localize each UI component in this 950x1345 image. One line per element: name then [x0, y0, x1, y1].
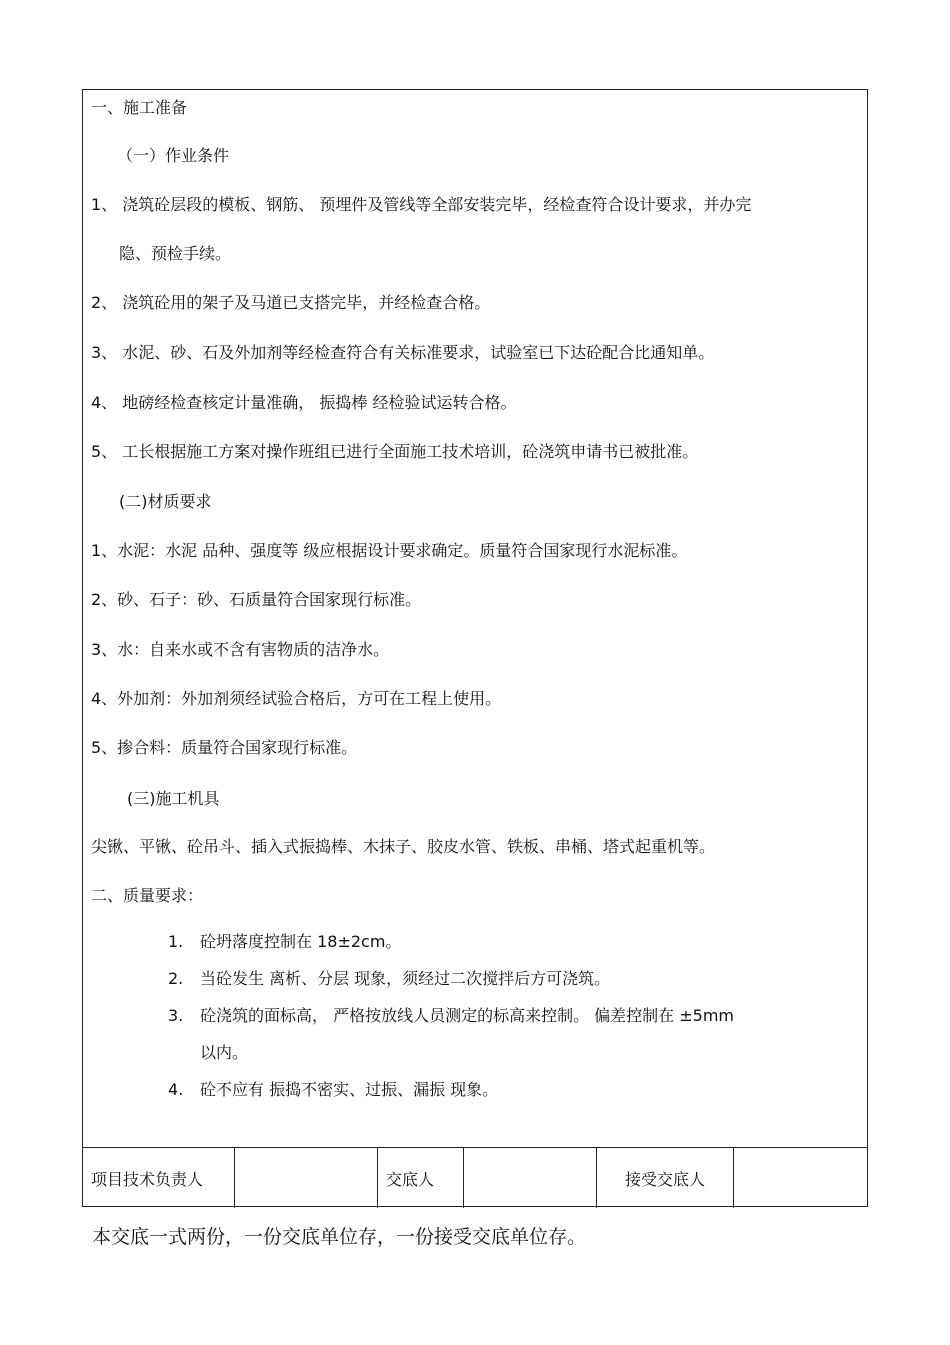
material-3: 3、水：自来水或不含有害物质的洁净水。 [91, 640, 390, 659]
presenter-label: 交底人 [378, 1148, 464, 1208]
list-number: 3. [168, 1006, 184, 1025]
list-number: 2. [168, 969, 184, 988]
list-text: 当砼发生 离析、分层 现象，须经过二次搅拌后方可浇筑。 [200, 969, 611, 988]
signature-row [83, 1147, 867, 1208]
condition-3: 3、 水泥、砂、石及外加剂等经检查符合有关标准要求，试验室已下达砼配合比通知单。 [91, 343, 715, 362]
receiver-label: 接受交底人 [597, 1148, 734, 1208]
footnote: 本交底一式两份，一份交底单位存，一份接受交底单位存。 [92, 1226, 587, 1248]
subheading-work-conditions: （一）作业条件 [117, 146, 230, 165]
condition-4: 4、 地磅经检查核定计量准确， 振捣棒 经检验试运转合格。 [91, 393, 517, 412]
material-2: 2、砂、石子：砂、石质量符合国家现行标准。 [91, 590, 422, 609]
quality-item-3-continued: 以内。 [200, 1043, 249, 1062]
condition-1-continued: 隐、预检手续。 [119, 244, 232, 263]
material-1: 1、水泥：水泥 品种、强度等 级应根据设计要求确定。质量符合国家现行水泥标准。 [91, 541, 688, 560]
section-heading-preparation: 一、施工准备 [91, 98, 188, 117]
condition-1: 1、 浇筑砼层段的模板、钢筋、 预埋件及管线等全部安装完毕，经检查符合设计要求，并办完 [91, 195, 752, 214]
tools-list: 尖锹、平锹、砼吊斗、插入式振捣棒、木抹子、胶皮水管、铁板、串桶、塔式起重机等。 [91, 837, 716, 856]
subheading-tools: (三)施工机具 [127, 789, 220, 808]
material-5: 5、掺合料：质量符合国家现行标准。 [91, 738, 358, 757]
material-4: 4、外加剂：外加剂须经试验合格后，方可在工程上使用。 [91, 689, 502, 708]
quality-item-3 [168, 1006, 734, 1026]
receiver-signature-field[interactable] [734, 1148, 867, 1208]
quality-item-2 [168, 969, 610, 989]
list-text: 砼浇筑的面标高， 严格按放线人员测定的标高来控制。 偏差控制在 ±5mm [200, 1006, 735, 1025]
list-number: 4. [168, 1080, 184, 1099]
subheading-materials: (二)材质要求 [119, 492, 212, 511]
condition-5: 5、 工长根据施工方案对操作班组已进行全面施工技术培训，砼浇筑申请书已被批准。 [91, 442, 699, 461]
list-text: 砼不应有 振捣不密实、过振、漏振 现象。 [200, 1080, 499, 1099]
list-number: 1. [168, 932, 184, 951]
condition-2: 2、 浇筑砼用的架子及马道已支搭完毕，并经检查合格。 [91, 293, 491, 312]
tech-lead-label: 项目技术负责人 [83, 1148, 235, 1208]
quality-item-4 [168, 1080, 498, 1100]
quality-item-1 [168, 932, 401, 952]
disclosure-form [82, 89, 868, 1207]
list-text: 砼坍落度控制在 18±2cm。 [200, 932, 402, 951]
tech-lead-signature-field[interactable] [235, 1148, 378, 1208]
form-body [83, 90, 867, 1147]
presenter-signature-field[interactable] [464, 1148, 597, 1208]
section-heading-quality: 二、质量要求： [91, 886, 204, 905]
